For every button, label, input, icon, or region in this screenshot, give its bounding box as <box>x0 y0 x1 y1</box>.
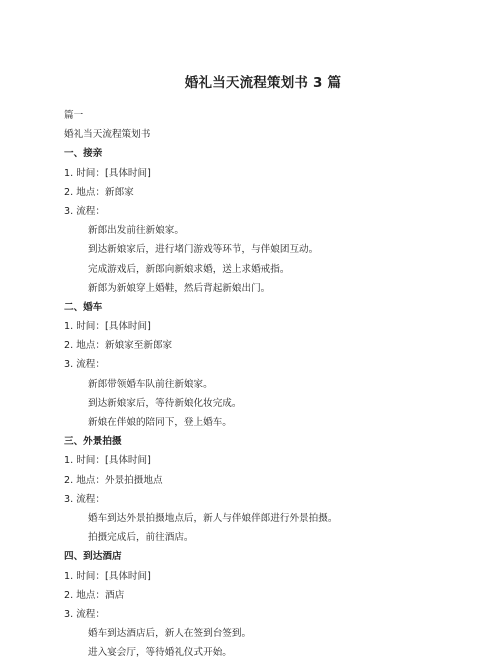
document-subtitle: 婚礼当天流程策划书 <box>64 129 151 141</box>
section-time: 1. 时间：[具体时间] <box>64 321 151 333</box>
section-place: 2. 地点：新郎家 <box>64 186 134 198</box>
section-heading-pickup: 一、接亲 <box>64 148 103 160</box>
flow-step: 婚车到达酒店后，新人在签到台签到。 <box>88 628 252 640</box>
section-heading-wedding-car: 二、婚车 <box>64 301 103 313</box>
flow-step: 进入宴会厅，等待婚礼仪式开始。 <box>88 647 232 659</box>
flow-step: 拍摄完成后，前往酒店。 <box>88 532 194 544</box>
section-place: 2. 地点：外景拍摄地点 <box>64 474 163 486</box>
section-flow-label: 3. 流程： <box>64 608 105 620</box>
flow-step: 新郎带领婚车队前往新娘家。 <box>88 378 213 390</box>
flow-step: 新郎出发前往新娘家。 <box>88 225 184 237</box>
flow-step: 新郎为新娘穿上婚鞋，然后背起新娘出门。 <box>88 282 271 294</box>
section-flow-label: 3. 流程： <box>64 359 105 371</box>
flow-step: 新娘在伴娘的陪同下，登上婚车。 <box>88 417 232 428</box>
section-heading-arrive-hotel: 四、到达酒店 <box>64 551 122 563</box>
section-time: 1. 时间：[具体时间] <box>64 167 151 179</box>
section-flow-label: 3. 流程： <box>64 493 105 505</box>
flow-step: 婚车到达外景拍摄地点后，新人与伴娘伴郎进行外景拍摄。 <box>88 512 338 524</box>
section-time: 1. 时间：[具体时间] <box>64 455 151 467</box>
section-flow-label: 3. 流程： <box>64 205 105 217</box>
section-place: 2. 地点：酒店 <box>64 589 125 601</box>
flow-step: 到达新娘家后，等待新娘化妆完成。 <box>88 397 242 409</box>
flow-step: 完成游戏后，新郎向新娘求婚，送上求婚戒指。 <box>88 263 290 275</box>
section-place: 2. 地点：新娘家至新郎家 <box>64 340 173 352</box>
section-time: 1. 时间：[具体时间] <box>64 570 151 582</box>
part-label: 篇一 <box>64 110 84 121</box>
flow-step: 到达新娘家后，进行堵门游戏等环节，与伴娘团互动。 <box>88 244 319 256</box>
section-heading-outdoor-shoot: 三、外景拍摄 <box>64 436 122 448</box>
document-title: 婚礼当天流程策划书 3 篇 <box>184 75 342 91</box>
